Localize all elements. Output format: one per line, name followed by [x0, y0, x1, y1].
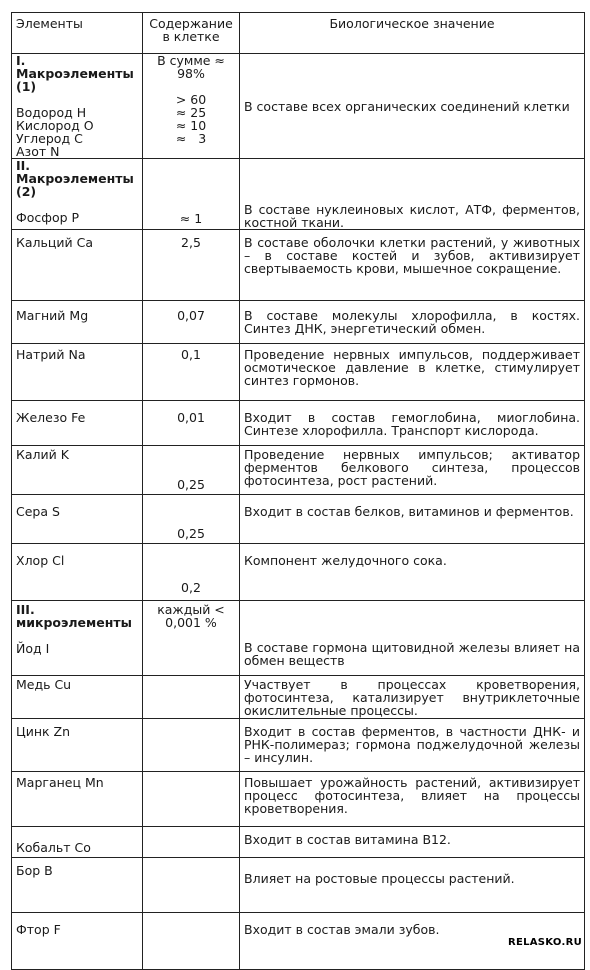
table-row — [12, 913, 585, 970]
element-content: 0,01 — [143, 401, 240, 446]
element-significance: Компонент желудочного сока. — [240, 544, 585, 601]
element-significance: Проведение нервных импульсов; активатор ферментов белкового синтеза, процессов фотосинтеза, рост растений. — [240, 446, 585, 495]
element-name: Сера S — [12, 495, 143, 544]
table-row — [12, 676, 585, 719]
element-significance: В составе нуклеиновых кислот, АТФ, ферментов, костной ткани. — [240, 159, 585, 230]
element-significance: Входит в состав белков, витаминов и ферментов. — [240, 495, 585, 544]
group3-each: каждый < 0,001 % — [143, 601, 240, 676]
element-name: Йод I — [16, 641, 50, 656]
element-content: 0,25 — [143, 446, 240, 495]
element-name: Хлор Cl — [12, 544, 143, 601]
group1-total: В сумме ≈ 98% — [157, 53, 225, 81]
table-row — [12, 772, 585, 827]
element-name: Бор B — [12, 858, 143, 913]
header-row — [12, 13, 585, 54]
element-name: Марганец Mn — [12, 772, 143, 827]
element-content: ≈ 1 — [143, 159, 240, 230]
header-significance: Биологическое значение — [240, 13, 585, 54]
header-elements: Элементы — [12, 13, 143, 54]
element-content: 2,5 — [143, 230, 240, 301]
element-content — [143, 772, 240, 827]
element-name: Калий K — [12, 446, 143, 495]
group1-element: Азот N — [16, 144, 60, 159]
table-row — [12, 495, 585, 544]
group3-title: III. микроэлементы — [16, 602, 132, 630]
group1-value: ≈ 3 — [175, 131, 207, 146]
element-significance: В составе молекулы хлорофилла, в костях. Синтез ДНК, энергетический обмен. — [240, 301, 585, 344]
group1-element: Водород H — [16, 105, 87, 120]
site-watermark: RELASKO.RU — [507, 937, 582, 948]
group1-significance: В составе всех органических соединений клетки — [240, 54, 585, 159]
element-significance: Проведение нервных импульсов, поддерживает осмотическое давление в клетке, стимулирует синтез гормонов. — [240, 344, 585, 401]
element-significance: Входит в состав эмали зубов. — [240, 913, 585, 970]
element-significance: Входит в состав ферментов, в частности ДНК- и РНК-полимераз; гормона поджелудочной железы – инсулин. — [240, 719, 585, 772]
element-significance: В составе гормона щитовидной железы влияет на обмен веществ — [240, 601, 585, 676]
group1-value: ≈ 25 — [175, 105, 207, 120]
group1-title: I. Макроэлементы (1) — [16, 53, 134, 94]
group1-element: Кислород O — [16, 118, 94, 133]
table-row — [12, 344, 585, 401]
table-row — [12, 446, 585, 495]
table-row — [12, 401, 585, 446]
element-significance: В составе оболочки клетки растений, у животных – в составе костей и зубов, активизирует свертываемость крови, мышечное сокращение. — [240, 230, 585, 301]
group1-element: Углерод C — [16, 131, 83, 146]
group1-value: > 60 — [175, 92, 207, 107]
element-name: Цинк Zn — [12, 719, 143, 772]
element-significance: Участвует в процессах кроветворения, фотосинтеза, катализирует внутриклеточные окислительные процессы. — [240, 676, 585, 719]
element-name: Медь Cu — [12, 676, 143, 719]
table-row — [12, 159, 585, 230]
table-row — [12, 544, 585, 601]
element-significance: Входит в состав витамина B12. — [240, 827, 585, 858]
element-content: 0,25 — [143, 495, 240, 544]
table-row — [12, 601, 585, 676]
group1-value: ≈ 10 — [175, 118, 207, 133]
element-name: Кальций Ca — [12, 230, 143, 301]
element-content — [143, 827, 240, 858]
element-name: Фосфор P — [16, 210, 80, 225]
table-row — [12, 230, 585, 301]
element-name: Магний Mg — [12, 301, 143, 344]
table-row — [12, 827, 585, 858]
element-content: 0,07 — [143, 301, 240, 344]
elements-table — [11, 12, 585, 970]
element-name: Фтор F — [12, 913, 143, 970]
element-content — [143, 913, 240, 970]
group2-title: II. Макроэлементы (2) — [16, 158, 134, 199]
element-significance: Повышает урожайность растений, активизирует процесс фотосинтеза, влияет на процессы кроветворения. — [240, 772, 585, 827]
element-significance: Влияет на ростовые процессы растений. — [240, 858, 585, 913]
element-content: 0,1 — [143, 344, 240, 401]
group1-row — [12, 54, 585, 159]
table-row — [12, 301, 585, 344]
element-name: Кобальт Co — [12, 827, 143, 858]
table-row — [12, 719, 585, 772]
table-row — [12, 858, 585, 913]
element-content — [143, 858, 240, 913]
element-significance: Входит в состав гемоглобина, миоглобина. Синтезе хлорофилла. Транспорт кислорода. — [240, 401, 585, 446]
element-name: Железо Fe — [12, 401, 143, 446]
element-content — [143, 719, 240, 772]
element-content: 0,2 — [143, 544, 240, 601]
header-content: Содержание в клетке — [143, 13, 240, 54]
element-content — [143, 676, 240, 719]
element-name: Натрий Na — [12, 344, 143, 401]
